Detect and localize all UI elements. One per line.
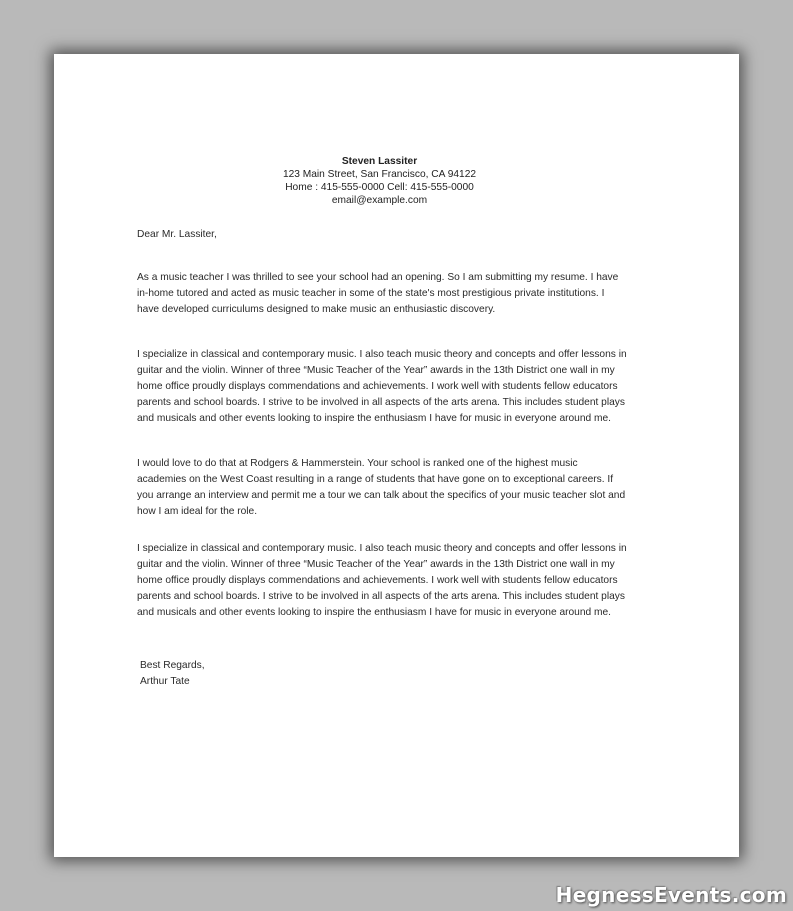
letter-page — [54, 54, 739, 857]
salutation: Dear Mr. Lassiter, — [137, 229, 217, 240]
paragraph-line: you arrange an interview and permit me a tour we can talk about the specifics of your music teacher slot and — [137, 490, 626, 501]
closing-block — [140, 658, 205, 690]
paragraph-line: guitar and the violin. Winner of three “Music Teacher of the Year” awards in the 13th District one wall in my — [137, 365, 615, 376]
signature: Arthur Tate — [140, 676, 190, 687]
paragraph-line: I specialize in classical and contemporary music. I also teach music theory and concepts and offer lessons in — [137, 543, 627, 554]
paragraph-4 — [137, 541, 637, 621]
paragraph-line: home office proudly displays commendations and achievements. I work well with students fellow educators — [137, 381, 618, 392]
paragraph-3 — [137, 456, 637, 520]
paragraph-line: parents and school boards. I strive to be involved in all aspects of the arts arena. This includes student plays — [137, 397, 625, 408]
sender-email: email@example.com — [331, 195, 428, 206]
sender-phones: Home : 415-555-0000 Cell: 415-555-0000 — [285, 182, 474, 193]
letterhead — [54, 155, 705, 207]
paragraph-line: have developed curriculums designed to make music an enthusiastic discovery. — [137, 304, 496, 315]
paragraph-line: in-home tutored and acted as music teacher in some of the state's most prestigious private institutions. I — [137, 288, 605, 299]
paragraph-line: As a music teacher I was thrilled to see your school had an opening. So I am submitting my resume. I have — [137, 272, 619, 283]
paragraph-line: and musicals and other events looking to inspire the enthusiasm I have for music in everyone around me. — [137, 607, 611, 618]
closing: Best Regards, — [140, 660, 205, 671]
paragraph-line: parents and school boards. I strive to be involved in all aspects of the arts arena. This includes student plays — [137, 591, 625, 602]
paragraph-line: how I am ideal for the role. — [137, 506, 258, 517]
paragraph-line: and musicals and other events looking to inspire the enthusiasm I have for music in everyone around me. — [137, 413, 611, 424]
paragraph-line: home office proudly displays commendations and achievements. I work well with students fellow educators — [137, 575, 618, 586]
paragraph-line: guitar and the violin. Winner of three “Music Teacher of the Year” awards in the 13th District one wall in my — [137, 559, 615, 570]
sender-name: Steven Lassiter — [341, 156, 418, 167]
sender-address: 123 Main Street, San Francisco, CA 94122 — [282, 169, 477, 180]
paragraph-line: I would love to do that at Rodgers & Hammerstein. Your school is ranked one of the highest music — [137, 458, 578, 469]
paragraph-line: academies on the West Coast resulting in a range of students that have gone on to exceptional careers. If — [137, 474, 614, 485]
paragraph-line: I specialize in classical and contemporary music. I also teach music theory and concepts and offer lessons in — [137, 349, 627, 360]
paragraph-1 — [137, 270, 637, 318]
watermark-logo: HegnessEvents.com — [555, 883, 787, 907]
paragraph-2 — [137, 347, 637, 427]
